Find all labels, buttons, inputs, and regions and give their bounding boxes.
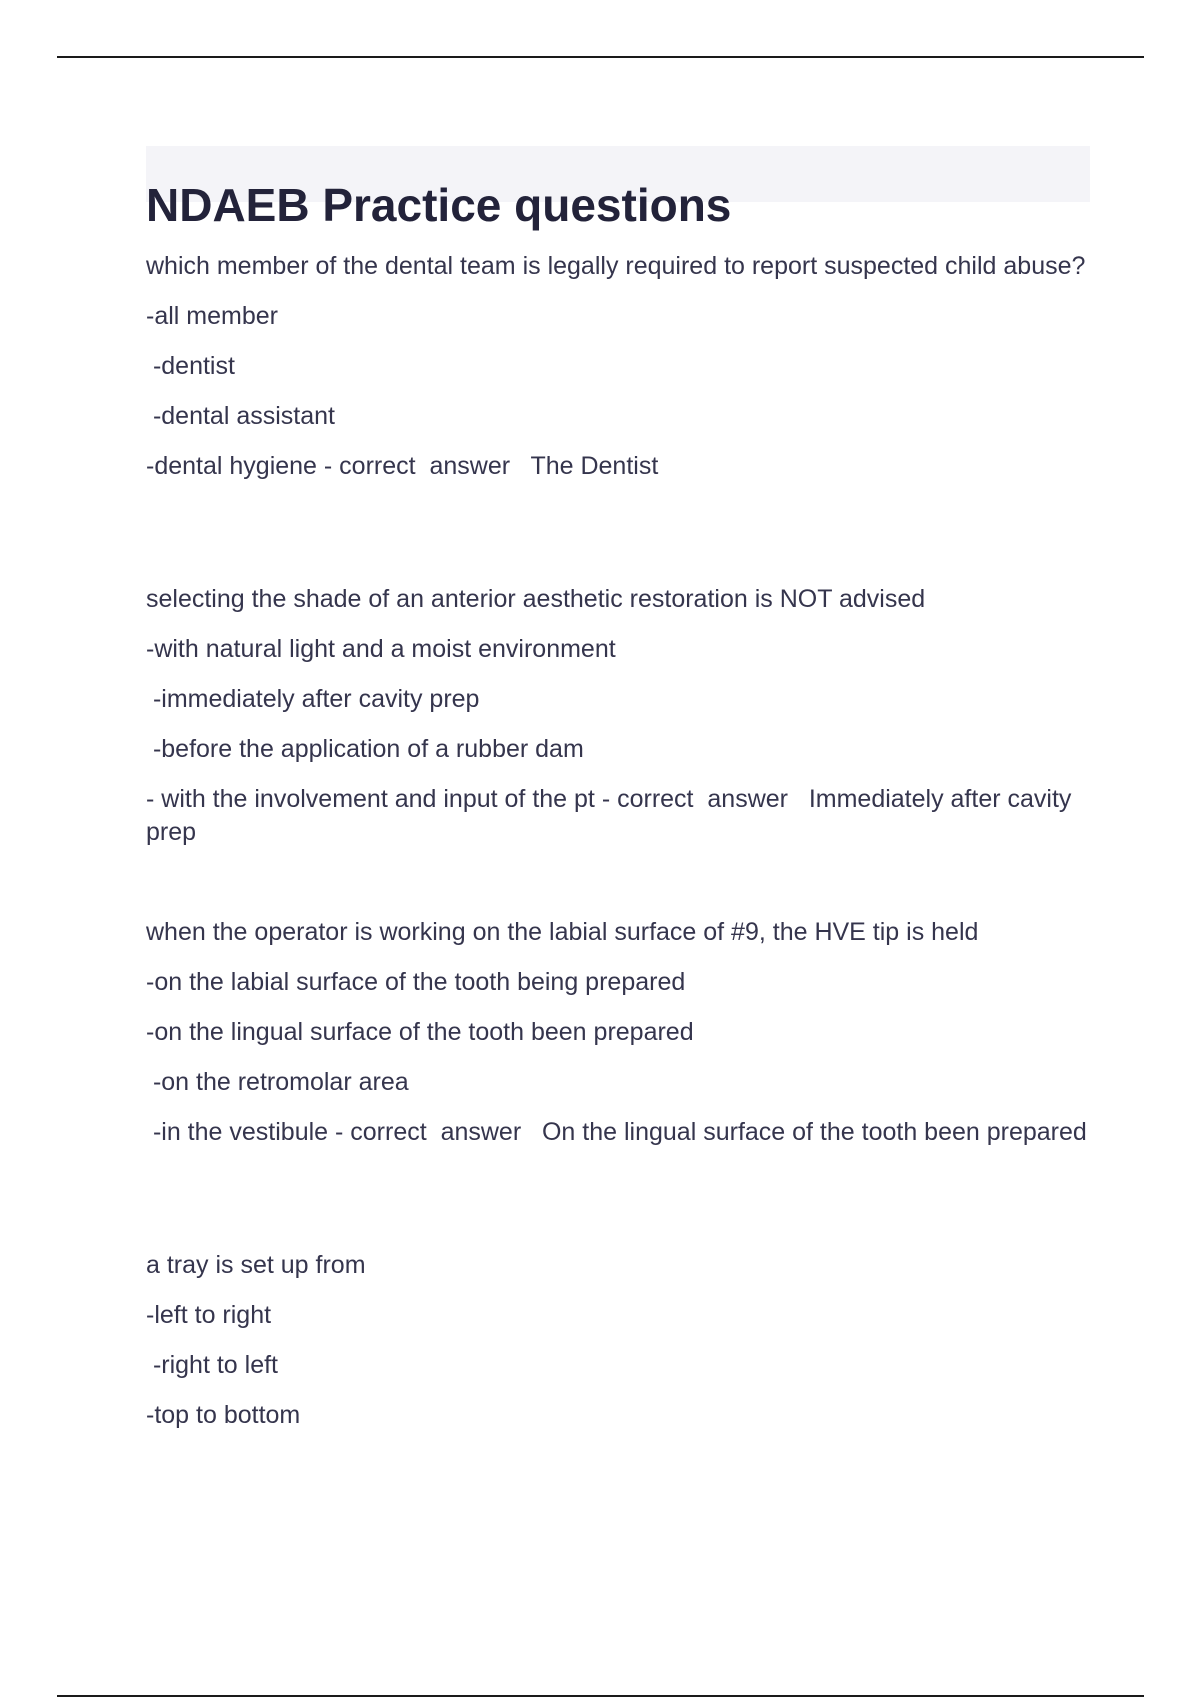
answer-option: -dental hygiene - correct answer The Dentist — [146, 452, 659, 480]
answer-option: -dentist — [146, 352, 235, 380]
question-block — [146, 916, 1090, 1149]
question-block — [146, 250, 1090, 483]
question-text: a tray is set up from — [146, 1251, 366, 1279]
answer-option: -immediately after cavity prep — [146, 685, 480, 713]
top-rule — [57, 56, 1144, 58]
answer-option: -dental assistant — [146, 402, 335, 430]
answer-option: - with the involvement and input of the pt - correct answer Immediately after cavity prep — [146, 785, 1079, 846]
question-block — [146, 583, 1090, 849]
answer-option: -with natural light and a moist environment — [146, 635, 616, 663]
answer-option: -right to left — [146, 1351, 279, 1379]
answer-option: -on the labial surface of the tooth being prepared — [146, 968, 686, 996]
answer-option: -on the lingual surface of the tooth been prepared — [146, 1018, 694, 1046]
answer-option: -all member — [146, 302, 278, 330]
question-text: selecting the shade of an anterior aesthetic restoration is NOT advised — [146, 585, 926, 613]
answer-option: -on the retromolar area — [146, 1068, 409, 1096]
question-block — [146, 1249, 1090, 1432]
answer-option: -top to bottom — [146, 1401, 301, 1429]
question-text: when the operator is working on the labial surface of #9, the HVE tip is held — [146, 918, 979, 946]
answer-option: -before the application of a rubber dam — [146, 735, 584, 763]
answer-option: -left to right — [146, 1301, 272, 1329]
question-text: which member of the dental team is legally required to report suspected child abuse? — [146, 252, 1086, 280]
answer-option: -in the vestibule - correct answer On the lingual surface of the tooth been prepared — [146, 1118, 1087, 1146]
document-title: NDAEB Practice questions — [146, 178, 732, 231]
bottom-rule — [57, 1695, 1144, 1697]
